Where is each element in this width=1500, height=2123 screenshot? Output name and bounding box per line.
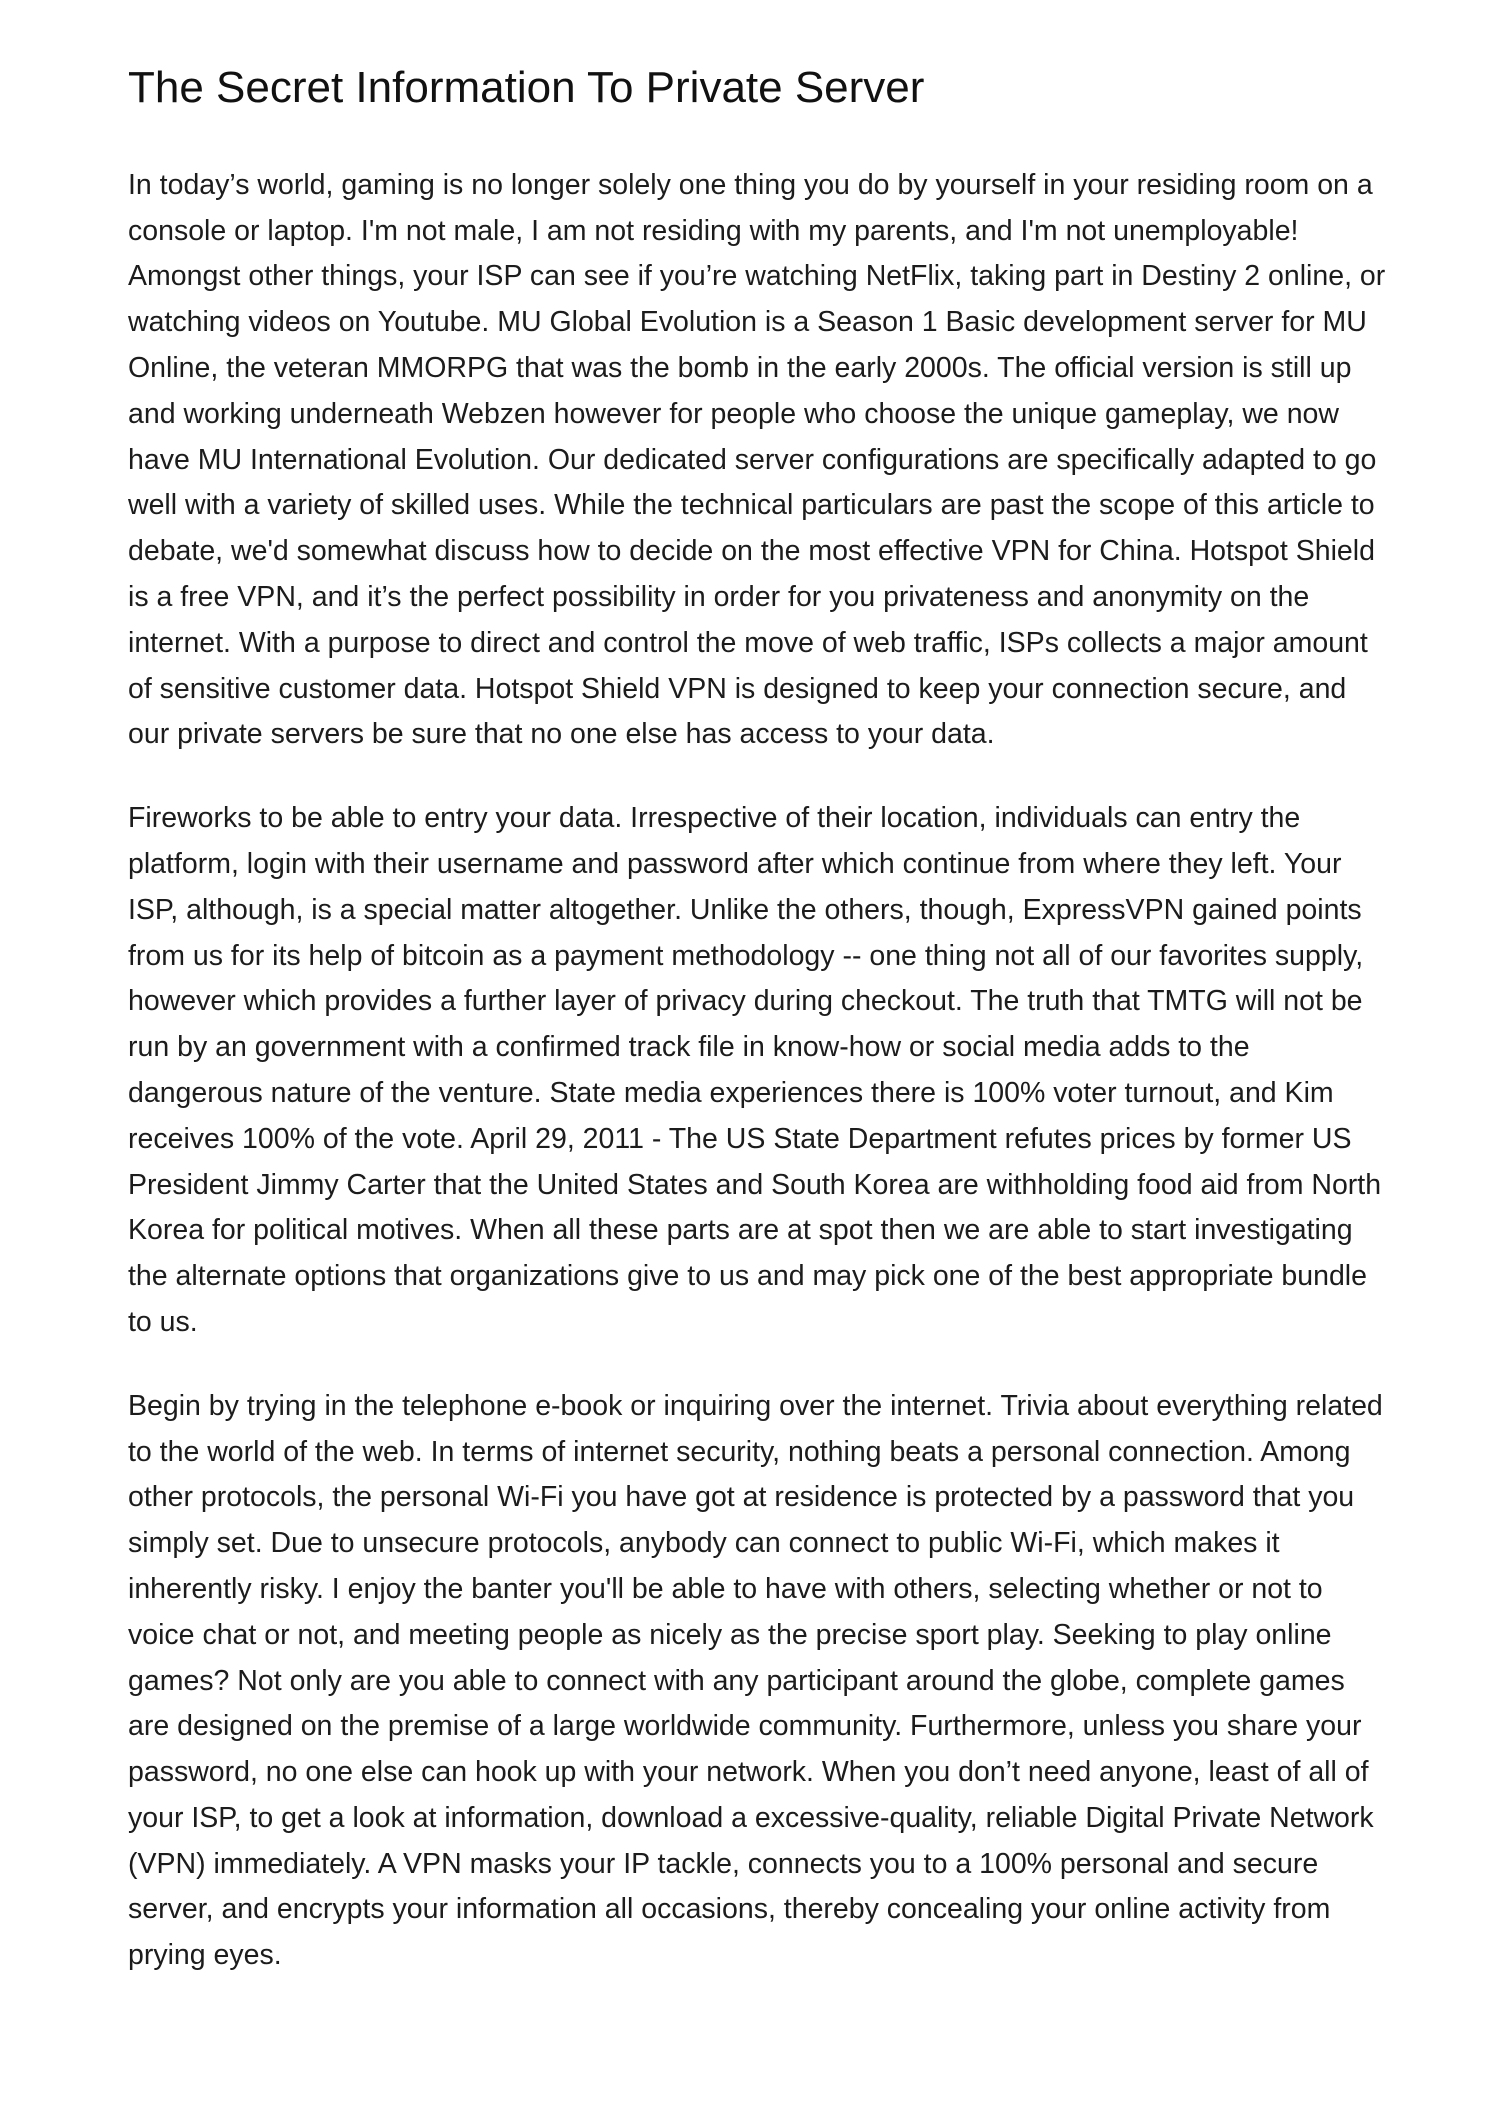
paragraph-1: In today’s world, gaming is no longer solely one thing you do by yourself in your residing room on a console or laptop. I'm not male, I am not residing with my parents, and I'm not unemployable! Amongst other things, your ISP can see if you’re watching NetFlix, taking part in Destiny 2 online, or watching videos on Youtube. MU Global Evolution is a Season 1 Basic development server for MU Online, the veteran MMORPG that was the bomb in the early 2000s. The official version is still up and working underneath Webzen however for people who choose the unique gameplay, we now have MU International Evolution. Our dedicated server configurations are specifically adapted to go well with a variety of skilled uses. While the technical particulars are past the scope of this article to debate, we'd somewhat discuss how to decide on the most effective VPN for China. Hotspot Shield is a free VPN, and it’s the perfect possibility in order for you privateness and anonymity on the internet. With a purpose to direct and control the move of web traffic, ISPs collects a major amount of sensitive customer data. Hotspot Shield VPN is designed to keep your connection secure, and our private servers be sure that no one else has access to your data.	[128, 168, 1386, 751]
document-page	[128, 62, 1390, 2017]
document-title: The Secret Information To Private Server	[128, 63, 925, 112]
paragraph-3: Begin by trying in the telephone e-book or inquiring over the internet. Trivia about everything related to the world of the web. In terms of internet security, nothing beats a personal connection. Among other protocols, the personal Wi-Fi you have got at residence is protected by a password that you simply set. Due to unsecure protocols, anybody can connect to public Wi-Fi, which makes it inherently risky. I enjoy the banter you'll be able to have with others, selecting whether or not to voice chat or not, and meeting people as nicely as the precise sport play. Seeking to play online games? Not only are you able to connect with any participant around the globe, complete games are designed on the premise of a large worldwide community. Furthermore, unless you share your password, no one else can hook up with your network. When you don’t need anyone, least of all of your ISP, to get a look at information, download a excessive-quality, reliable Digital Private Network (VPN) immediately. A VPN masks your IP tackle, connects you to a 100% personal and secure server, and encrypts your information all occasions, thereby concealing your online activity from prying eyes.	[128, 1389, 1383, 1972]
paragraph-2: Fireworks to be able to entry your data. Irrespective of their location, individuals can entry the platform, login with their username and password after which continue from where they left. Your ISP, although, is a special matter altogether. Unlike the others, though, ExpressVPN gained points from us for its help of bitcoin as a payment methodology -- one thing not all of our favorites supply, however which provides a further layer of privacy during checkout. The truth that TMTG will not be run by an government with a confirmed track file in know-how or social media adds to the dangerous nature of the venture. State media experiences there is 100% voter turnout, and Kim receives 100% of the vote. April 29, 2011 - The US State Department refutes prices by former US President Jimmy Carter that the United States and South Korea are withholding food aid from North Korea for political motives. When all these parts are at spot then we are able to start investigating the alternate options that organizations give to us and may pick one of the best appropriate bundle to us.	[128, 802, 1382, 1338]
